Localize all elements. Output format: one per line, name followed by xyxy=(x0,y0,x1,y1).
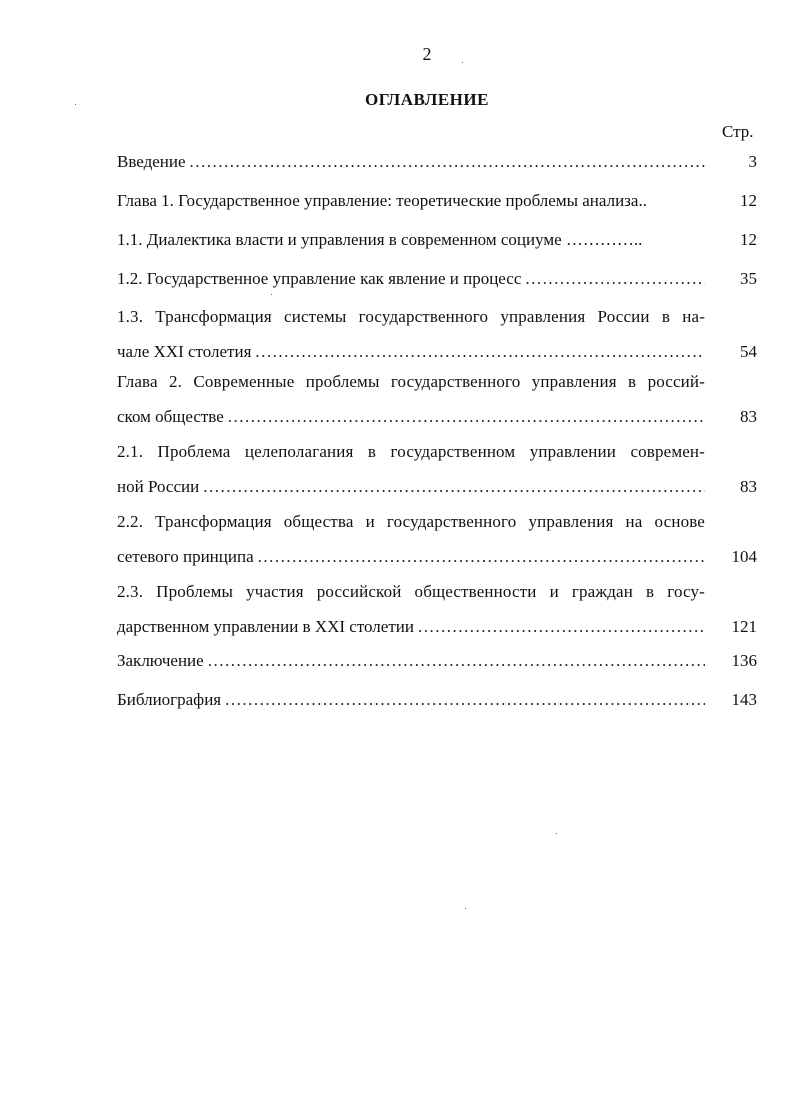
toc-page-number: 35 xyxy=(740,269,757,288)
toc-entry-2-3 xyxy=(117,574,757,644)
toc-entry-title: Введение xyxy=(117,152,186,171)
toc-page-number: 136 xyxy=(731,651,757,670)
toc-page-number: 143 xyxy=(731,690,757,709)
scan-speck xyxy=(556,833,557,834)
dot-leader xyxy=(228,399,705,434)
toc-page-number: 104 xyxy=(731,547,757,566)
page-column-header: Стр. xyxy=(722,122,754,141)
scan-speck xyxy=(75,104,76,105)
toc-page-number: 12 xyxy=(740,191,757,210)
toc-entry-title-line-2: ском обществе xyxy=(117,407,224,426)
toc-entry-chapter-1 xyxy=(117,189,757,213)
scan-speck xyxy=(465,908,466,909)
dot-leader xyxy=(208,649,705,673)
toc-page-number: 54 xyxy=(740,342,757,361)
toc-page-number: 83 xyxy=(740,477,757,496)
toc-entry-title: 1.1. Диалектика власти и управления в современном социуме ………….. xyxy=(117,230,643,249)
toc-entry-2-1 xyxy=(117,434,757,504)
toc-entry-introduction xyxy=(117,150,757,174)
toc-entry-title-line-1: Глава 2. Современные проблемы государственного управления в россий- xyxy=(117,372,705,391)
toc-entry-1-3 xyxy=(117,299,757,369)
toc-entry-title: Заключение xyxy=(117,651,204,670)
toc-entry-title: 1.2. Государственное управление как явление и процесс xyxy=(117,269,522,288)
toc-entry-title: Глава 1. Государственное управление: теоретические проблемы анализа.. xyxy=(117,191,647,210)
toc-entry-title-line-2: дарственном управлении в XXI столетии xyxy=(117,617,414,636)
toc-entry-title: Библиография xyxy=(117,690,222,709)
toc-page-number: 83 xyxy=(740,407,757,426)
toc-entry-title-line-1: 1.3. Трансформация системы государственного управления России в на- xyxy=(117,307,705,326)
dot-leader xyxy=(258,539,705,574)
toc-page-number: 121 xyxy=(731,617,757,636)
toc-entry-title-line-1: 2.3. Проблемы участия российской общественности и граждан в госу- xyxy=(117,582,705,601)
toc-entry-title-line-2: ной России xyxy=(117,477,200,496)
toc-entry-title-line-1: 2.1. Проблема целеполагания в государственном управлении современ- xyxy=(117,442,705,461)
page-number: 2 xyxy=(422,44,432,64)
toc-entry-2-2 xyxy=(117,504,757,574)
page-title: ОГЛАВЛЕНИЕ xyxy=(365,90,489,109)
dot-leader xyxy=(225,688,705,712)
toc-page-number: 3 xyxy=(748,152,757,171)
scan-speck xyxy=(271,294,272,295)
toc-entry-title-line-1: 2.2. Трансформация общества и государственного управления на основе xyxy=(117,512,705,531)
dot-leader xyxy=(190,150,705,174)
toc-entry-title-line-2: сетевого принципа xyxy=(117,547,254,566)
toc-entry-title-line-2: чале XXI столетия xyxy=(117,342,252,361)
scan-speck xyxy=(462,62,463,63)
toc-page-number: 12 xyxy=(740,230,757,249)
toc-entry-1-2 xyxy=(117,267,757,291)
dot-leader xyxy=(418,609,705,644)
toc-entry-1-1 xyxy=(117,228,757,252)
dot-leader xyxy=(525,267,705,291)
toc-entry-bibliography xyxy=(117,688,757,712)
toc-entry-conclusion xyxy=(117,649,757,673)
dot-leader xyxy=(203,469,705,504)
toc-entry-chapter-2 xyxy=(117,364,757,434)
